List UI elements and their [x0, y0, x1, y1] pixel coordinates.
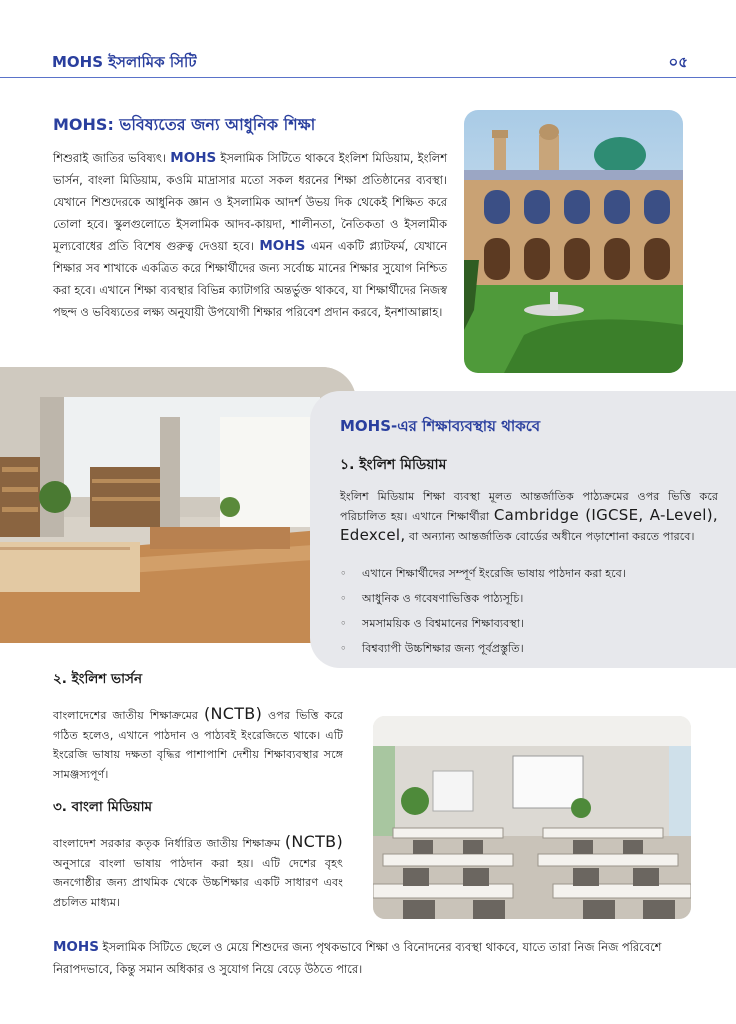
english-version-paragraph: বাংলাদেশের জাতীয় শিক্ষাক্রমের (NCTB) ওপর ভিত্তি করে গঠিত হলেও, এখানে পাঠদান ও পাঠ্যবই ইংরেজিতে থাকে। এটি ইংরেজি ভাষায় দক্ষতা বৃদ্ধির পাশাপাশি দেশীয় শিক্ষাব্যবস্থার সঙ্গে সামঞ্জস্যপূর্ণ। [53, 704, 343, 781]
english-version-heading: ২. ইংলিশ ভার্সন [53, 671, 142, 687]
bullet-item: ◦ আধুনিক ও গবেষণাভিত্তিক পাঠ্যসূচি। [340, 586, 720, 611]
education-system-panel [310, 391, 736, 668]
mohs-highlight: MOHS [170, 150, 217, 166]
mohs-highlight: MOHS [53, 939, 99, 955]
english-medium-heading: ১. ইংলিশ মিডিয়াম [340, 457, 447, 473]
english-medium-bullets [340, 561, 720, 661]
intro-text-3: এমন একটি প্ল্যাটফর্ম, যেখানে শিক্ষার সব শাখাকে একত্রিত করে শিক্ষার্থীদের জন্য সর্বোচ্চ মানের শিক্ষার সুযোগ নিশ্চিত করা হবে। এখানে শিক্ষা ব্যবস্থার বিভিন্ন ক্যাটাগরি অন্তর্ভুক্ত থাকবে, যা শিক্ষার্থীদের নিজস্ব পছন্দ ও ভবিষ্যতের লক্ষ্য অনুযায়ী উপযোগী শিক্ষার পরিবেশ প্রদান করবে, ইনশাআল্লাহ। [53, 239, 447, 319]
bullet-icon: ◦ [340, 567, 347, 580]
intro-paragraph [53, 147, 447, 323]
page-number: ০৫ [668, 53, 688, 71]
header-divider [0, 77, 736, 78]
page-header [0, 0, 736, 78]
mohs-highlight: MOHS [259, 238, 306, 254]
bullet-icon: ◦ [340, 617, 347, 630]
english-medium-text-1: ইংলিশ মিডিয়াম শিক্ষা ব্যবস্থা মূলত আন্তর্জাতিক পাঠ্যক্রমের ওপর ভিত্তি করে পরিচালিত হয়। এখানে শিক্ষার্থীরা [340, 490, 718, 523]
bullet-item: ◦ বিশ্বব্যাপী উচ্চশিক্ষার জন্য পূর্বপ্রস্তুতি। [340, 636, 720, 661]
section-title: MOHS: ভবিষ্যতের জন্য আধুনিক শিক্ষা [53, 115, 316, 134]
mosque-school-photo [464, 110, 683, 373]
nctb-label: (NCTB) [203, 704, 263, 723]
english-medium-text-2: বা অন্যান্য আন্তর্জাতিক বোর্ডের অধীনে পড়াশোনা করতে পারবে। [405, 530, 695, 543]
classroom-photo [373, 716, 691, 919]
bangla-medium-paragraph: বাংলাদেশ সরকার কতৃক নির্ধারিত জাতীয় শিক্ষাক্রম (NCTB) অনুসারে বাংলা ভাষায় পাঠদান করা হয়। এটি দেশের বৃহৎ জনগোষ্ঠীর জন্য প্রাথমিক থেকে উচ্চশিক্ষার একটি সাধারণ এবং প্রচলিত মাধ্যম। [53, 832, 343, 909]
footer-text: ইসলামিক সিটিতে ছেলে ও মেয়ে শিশুদের জন্য পৃথকভাবে শিক্ষা ও বিনোদনের ব্যবস্থা থাকবে, যাতে তারা নিজ নিজ পরিবেশে নিরাপদভাবে, কিন্তু সমান অধিকার ও সুযোগ নিয়ে বেড়ে উঠতে পারে। [53, 940, 662, 976]
nctb-label: (NCTB) [284, 832, 343, 851]
footer-paragraph [53, 936, 693, 980]
bullet-icon: ◦ [340, 642, 347, 655]
brand-title: MOHS ইসলামিক সিটি [52, 53, 197, 71]
board-names: Cambridge (IGCSE, A-Level), Edexcel, [340, 506, 718, 544]
panel-title: MOHS-এর শিক্ষাব্যবস্থায় থাকবে [340, 417, 541, 435]
bullet-item: ◦ সমসাময়িক ও বিশ্বমানের শিক্ষাব্যবস্থা। [340, 611, 720, 636]
library-photo [0, 367, 356, 643]
bullet-icon: ◦ [340, 592, 347, 605]
intro-text-2: ইসলামিক সিটিতে থাকবে ইংলিশ মিডিয়াম, ইংলিশ ভার্সন, বাংলা মিডিয়াম, কওমি মাদ্রাসার মতো সকল ধরনের শিক্ষা প্রতিষ্ঠানের ব্যবস্থা। যেখানে শিশুদেরকে আধুনিক জ্ঞান ও ইসলামিক আদর্শ উভয় দিক থেকেই শিক্ষিত করে তোলা হবে। স্কুলগুলোতে ইসলামিক আদব-কায়দা, শালীনতা, নৈতিকতা ও ইসলামীক মূল্যবোধের প্রতি বিশেষ গুরুত্ব দেওয়া হবে। [53, 151, 447, 253]
bangla-medium-heading: ৩. বাংলা মিডিয়াম [53, 799, 153, 815]
intro-text-1: শিশুরাই জাতির ভবিষ্যৎ। [53, 151, 171, 165]
english-medium-paragraph [340, 487, 718, 546]
bullet-item: ◦ এখানে শিক্ষার্থীদের সম্পূর্ণ ইংরেজি ভাষায় পাঠদান করা হবে। [340, 561, 720, 586]
